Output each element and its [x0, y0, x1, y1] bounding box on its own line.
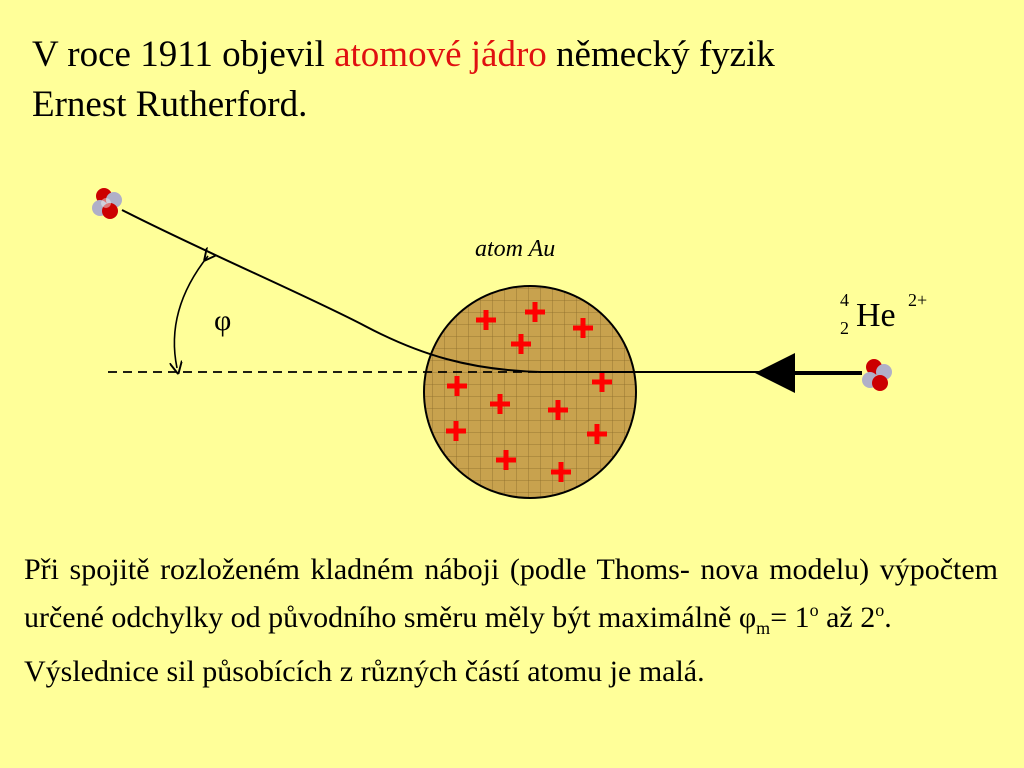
alpha-particle-incoming	[862, 359, 892, 391]
slide-title	[32, 30, 992, 130]
explanation-text	[24, 546, 998, 696]
mass-number: 4	[840, 290, 849, 310]
element-symbol: He	[856, 297, 896, 334]
title-text-before: V roce 1911 objevil	[32, 34, 325, 75]
angle-arc	[174, 256, 208, 368]
atomic-number: 2	[840, 318, 849, 338]
atom-label: atom Au	[475, 236, 556, 262]
paragraph1-eq: = 1	[770, 601, 810, 634]
title-line2: Ernest Rutherford.	[32, 84, 308, 125]
title-highlight: atomové jádro	[334, 34, 547, 75]
angle-label: φ	[214, 304, 232, 337]
helium-symbol	[840, 290, 927, 338]
phi-subscript: m	[756, 618, 771, 638]
rutherford-scattering-diagram	[0, 170, 1024, 540]
charge: 2+	[908, 290, 928, 310]
paragraph1-end: .	[884, 601, 892, 634]
paragraph1-text: Při spojitě rozloženém kladném náboji (podle Thoms- nova modelu) výpočtem určené odchylky od původního směru měly být maximálně φ	[24, 553, 998, 634]
title-text-after: německý fyzik	[556, 34, 775, 75]
paragraph-thomson	[24, 546, 998, 642]
alpha-particle-scattered	[92, 188, 122, 219]
paragraph-result: Výslednice sil působících z různých částí atomu je malá.	[24, 655, 705, 688]
degree-1: o	[809, 600, 819, 620]
paragraph1-mid: až 2	[818, 601, 876, 634]
degree-2: o	[875, 600, 885, 620]
